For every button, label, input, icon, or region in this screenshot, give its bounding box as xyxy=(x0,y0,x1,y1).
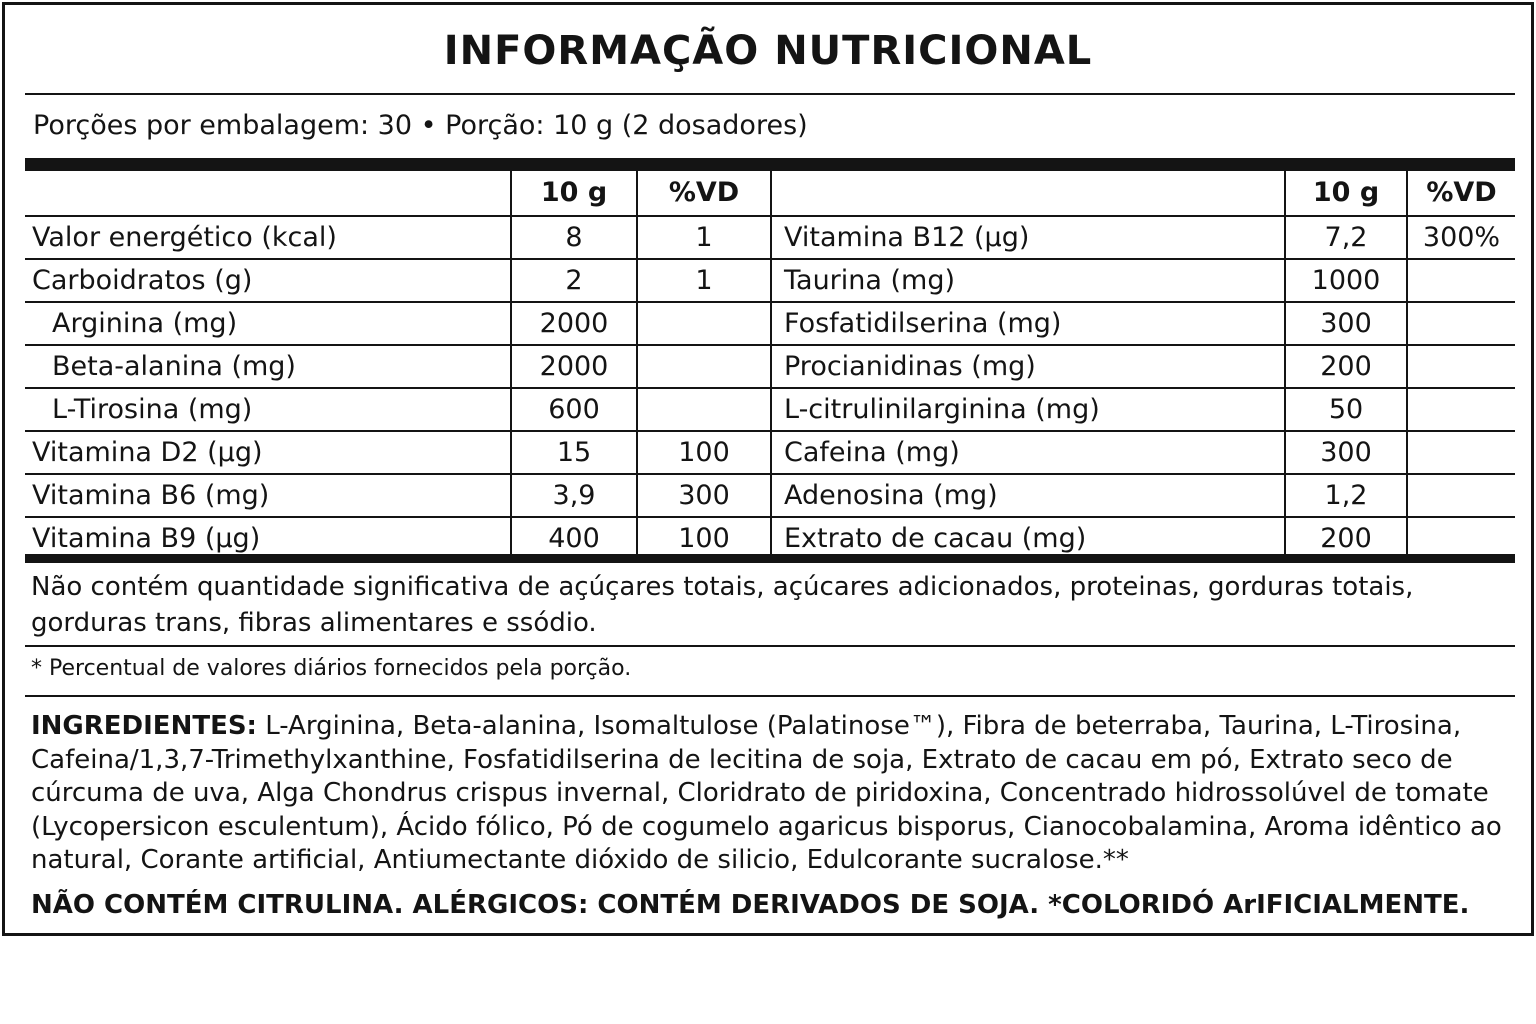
nutrient-qty: 8 xyxy=(511,216,637,259)
nutrient-qty: 1,2 xyxy=(1285,474,1407,517)
nutrient-qty: 600 xyxy=(511,388,637,431)
allergen-warning: NÃO CONTÉM CITRULINA. ALÉRGICOS: CONTÉM DERIVADOS DE SOJA. *COLORIDÓ ArIFICIALMENTE. xyxy=(31,890,1470,920)
daily-value-footnote: * Percentual de valores diários fornecidos pela porção. xyxy=(31,656,632,681)
nutrient-vd: 300% xyxy=(1407,216,1515,259)
nutrient-vd: 1 xyxy=(637,259,771,302)
nutrient-name: Adenosina (mg) xyxy=(771,474,1285,517)
nutrient-qty: 200 xyxy=(1285,517,1407,559)
notice-divider xyxy=(25,645,1515,647)
nutrient-name: L-Tirosina (mg) xyxy=(25,388,511,431)
nutrient-name: L-citrulinilarginina (mg) xyxy=(771,388,1285,431)
nutrient-name: Carboidratos (g) xyxy=(25,259,511,302)
header-left-qty: 10 g xyxy=(511,171,637,216)
nutrient-name: Cafeina (mg) xyxy=(771,431,1285,474)
header-right-name xyxy=(771,171,1285,216)
nutrient-name: Beta-alanina (mg) xyxy=(25,345,511,388)
nutrient-qty: 2 xyxy=(511,259,637,302)
nutrient-name: Vitamina B6 (mg) xyxy=(25,474,511,517)
footnote-divider xyxy=(25,695,1515,697)
table-bottom-thick-rule xyxy=(25,554,1515,563)
header-right-qty: 10 g xyxy=(1285,171,1407,216)
nutrient-name: Fosfatidilserina (mg) xyxy=(771,302,1285,345)
nutrition-label xyxy=(2,2,1534,936)
label-title: INFORMAÇÃO NUTRICIONAL xyxy=(443,28,1093,74)
table-row xyxy=(25,345,1515,388)
nutrient-vd: 300 xyxy=(637,474,771,517)
nutrient-vd: 100 xyxy=(637,431,771,474)
nutrient-qty: 3,9 xyxy=(511,474,637,517)
ingredients-section xyxy=(31,710,1515,878)
nutrient-vd: 100 xyxy=(637,517,771,559)
title-divider xyxy=(25,93,1515,95)
table-row xyxy=(25,474,1515,517)
header-right-vd: %VD xyxy=(1407,171,1515,216)
nutrition-table xyxy=(25,171,1515,559)
nutrient-qty: 400 xyxy=(511,517,637,559)
nutrient-notice: Não contém quantidade significativa de açúçares totais, açúcares adicionados, proteinas, gorduras totais, gorduras trans, fibras alimentares e ssódio. xyxy=(31,572,1414,638)
table-row xyxy=(25,259,1515,302)
nutrient-vd xyxy=(1407,474,1515,517)
table-row xyxy=(25,216,1515,259)
nutrient-name: Taurina (mg) xyxy=(771,259,1285,302)
nutrient-qty: 50 xyxy=(1285,388,1407,431)
nutrient-vd xyxy=(1407,388,1515,431)
nutrient-name: Vitamina B9 (µg) xyxy=(32,522,261,554)
ingredients-text: L-Arginina, Beta-alanina, Isomaltulose (Palatinose™), Fibra de beterraba, Taurina, L-Tirosina, Cafeina/1,3,7-Trimethylxanthine, Fosfatidilserina de lecitina de soja, Extrato de cacau em pó, Extrato seco de cúrcuma de uva, Alga Chondrus crispus invernal, Cloridrato de piridoxina, Concentrado hidrossolúvel de tomate (Lycopersicon esculentum), Ácido fólico, Pó de cogumelo agaricus bisporus, Cianocobalamina, Aroma idêntico ao natural, Corante artificial, Antiumectante dióxido de silicio, Edulcorante sucralose.** xyxy=(31,711,1502,875)
nutrient-vd xyxy=(1407,517,1515,559)
nutrient-qty: 200 xyxy=(1285,345,1407,388)
nutrient-name: Valor energético (kcal) xyxy=(25,216,511,259)
nutrient-name: Vitamina D2 (µg) xyxy=(25,431,511,474)
nutrient-qty: 300 xyxy=(1285,302,1407,345)
nutrient-name: Extrato de cacau (mg) xyxy=(771,517,1285,559)
nutrient-qty: 2000 xyxy=(511,302,637,345)
nutrient-vd: 1 xyxy=(637,216,771,259)
nutrient-vd xyxy=(1407,302,1515,345)
nutrient-qty: 7,2 xyxy=(1285,216,1407,259)
table-row xyxy=(25,517,1515,559)
table-row xyxy=(25,431,1515,474)
nutrient-vd xyxy=(1407,259,1515,302)
nutrient-vd xyxy=(1407,431,1515,474)
nutrient-vd xyxy=(637,302,771,345)
header-left-vd: %VD xyxy=(637,171,771,216)
nutrient-qty: 15 xyxy=(511,431,637,474)
nutrient-vd xyxy=(637,388,771,431)
nutrient-name: Procianidinas (mg) xyxy=(771,345,1285,388)
table-row xyxy=(25,388,1515,431)
header-left-name xyxy=(25,171,511,216)
nutrient-qty: 1000 xyxy=(1285,259,1407,302)
nutrient-qty: 2000 xyxy=(511,345,637,388)
ingredients-label: INGREDIENTES: xyxy=(31,711,257,741)
servings-info: Porções por embalagem: 30 • Porção: 10 g (2 dosadores) xyxy=(33,110,808,141)
nutrient-name: Vitamina B12 (µg) xyxy=(771,216,1285,259)
table-header-row xyxy=(25,171,1515,216)
nutrient-name: Arginina (mg) xyxy=(25,302,511,345)
table-row xyxy=(25,302,1515,345)
nutrient-qty: 300 xyxy=(1285,431,1407,474)
table-top-thick-rule xyxy=(25,158,1515,171)
nutrient-vd xyxy=(637,345,771,388)
nutrient-vd xyxy=(1407,345,1515,388)
